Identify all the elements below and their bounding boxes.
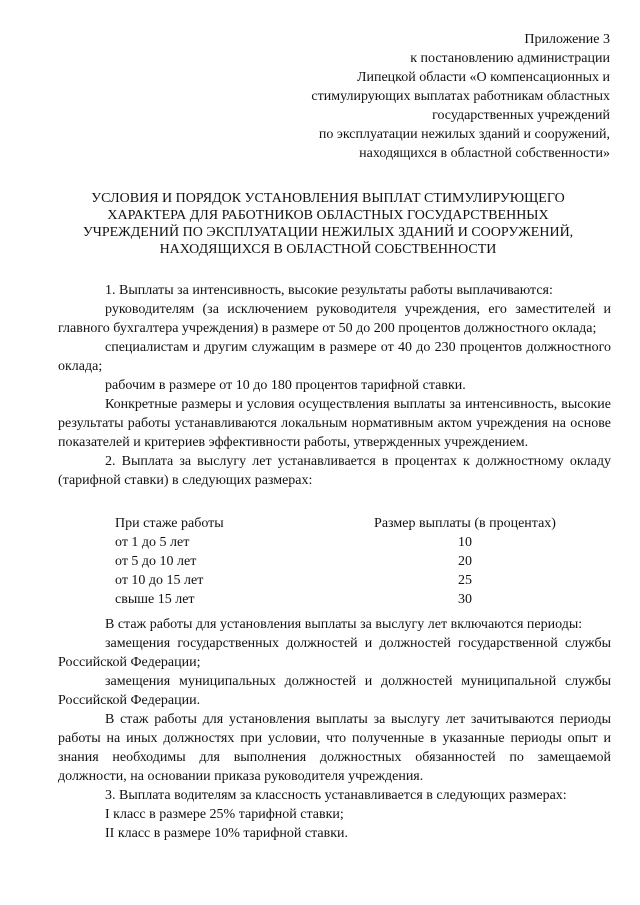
title-line: НАХОДЯЩИХСЯ В ОБЛАСТНОЙ СОБСТВЕННОСТИ bbox=[159, 242, 497, 257]
document-title bbox=[58, 190, 598, 258]
table-header-row bbox=[115, 514, 570, 533]
appendix-line: государственных учреждений bbox=[432, 108, 610, 123]
paragraph: рабочим в размере от 10 до 180 процентов тарифной ставки. bbox=[105, 378, 466, 393]
table-cell: 20 bbox=[458, 554, 472, 569]
table-cell: от 1 до 5 лет bbox=[115, 535, 190, 550]
appendix-line: Приложение 3 bbox=[524, 32, 610, 47]
table-cell: свыше 15 лет bbox=[115, 592, 195, 607]
paragraph: 1. Выплаты за интенсивность, высокие результаты работы выплачиваются: bbox=[105, 283, 553, 298]
paragraph: замещения государственных должностей и должностей государственной службы Российской Федерации; bbox=[58, 636, 611, 670]
appendix-line: стимулирующих выплатах работникам областных bbox=[311, 89, 610, 104]
table-row bbox=[115, 533, 570, 552]
seniority-table bbox=[115, 514, 570, 609]
paragraph: специалистам и другим служащим в размере от 40 до 230 процентов должностного оклада; bbox=[58, 340, 611, 374]
appendix-line: к постановлению администрации bbox=[410, 51, 610, 66]
appendix-line: находящихся в областной собственности» bbox=[359, 146, 610, 161]
document-body bbox=[58, 281, 611, 843]
table-row bbox=[115, 571, 570, 590]
table-cell: 25 bbox=[458, 573, 472, 588]
table-header-cell: Размер выплаты (в процентах) bbox=[374, 516, 556, 531]
paragraph: В стаж работы для установления выплаты за выслугу лет включаются периоды: bbox=[105, 617, 583, 632]
table-row bbox=[115, 590, 570, 609]
paragraph: I класс в размере 25% тарифной ставки; bbox=[105, 807, 344, 822]
table-cell: от 10 до 15 лет bbox=[115, 573, 204, 588]
paragraph: Конкретные размеры и условия осуществления выплаты за интенсивность, высокие результаты работы устанавливаются локальным нормативным актом учреждения на основе показателей и критериев эффективности работы, утвержденных учреждением. bbox=[58, 397, 611, 450]
title-line: ХАРАКТЕРА ДЛЯ РАБОТНИКОВ ОБЛАСТНЫХ ГОСУДАРСТВЕННЫХ bbox=[107, 208, 549, 223]
paragraph: 3. Выплата водителям за классность устанавливается в следующих размерах: bbox=[105, 788, 567, 803]
title-line: УСЛОВИЯ И ПОРЯДОК УСТАНОВЛЕНИЯ ВЫПЛАТ СТИМУЛИРУЮЩЕГО bbox=[91, 191, 565, 206]
table-header-cell: При стаже работы bbox=[115, 516, 224, 531]
appendix-line: по эксплуатации нежилых зданий и сооружений, bbox=[318, 127, 610, 142]
paragraph: В стаж работы для установления выплаты за выслугу лет зачитываются периоды работы на иных должностях при условии, что полученные в указанные периоды опыт и знания необходимы для выполнения должностных обязанностей по замещаемой должности, на основании приказа руководителя учреждения. bbox=[58, 712, 611, 784]
table-cell: 30 bbox=[458, 592, 472, 607]
paragraph: руководителям (за исключением руководителя учреждения, его заместителей и главного бухгалтера учреждения) в размере от 50 до 200 процентов должностного оклада; bbox=[58, 302, 611, 336]
paragraph: 2. Выплата за выслугу лет устанавливается в процентах к должностному окладу (тарифной ставки) в следующих размерах: bbox=[58, 454, 611, 488]
appendix-header bbox=[190, 30, 610, 163]
table-cell: 10 bbox=[458, 535, 472, 550]
appendix-line: Липецкой области «О компенсационных и bbox=[356, 70, 610, 85]
paragraph: II класс в размере 10% тарифной ставки. bbox=[105, 826, 349, 841]
paragraph: замещения муниципальных должностей и должностей муниципальной службы Российской Федерации. bbox=[58, 674, 611, 708]
title-line: УЧРЕЖДЕНИЙ ПО ЭКСПЛУАТАЦИИ НЕЖИЛЫХ ЗДАНИЙ И СООРУЖЕНИЙ, bbox=[82, 225, 574, 240]
table-row bbox=[115, 552, 570, 571]
table-cell: от 5 до 10 лет bbox=[115, 554, 197, 569]
